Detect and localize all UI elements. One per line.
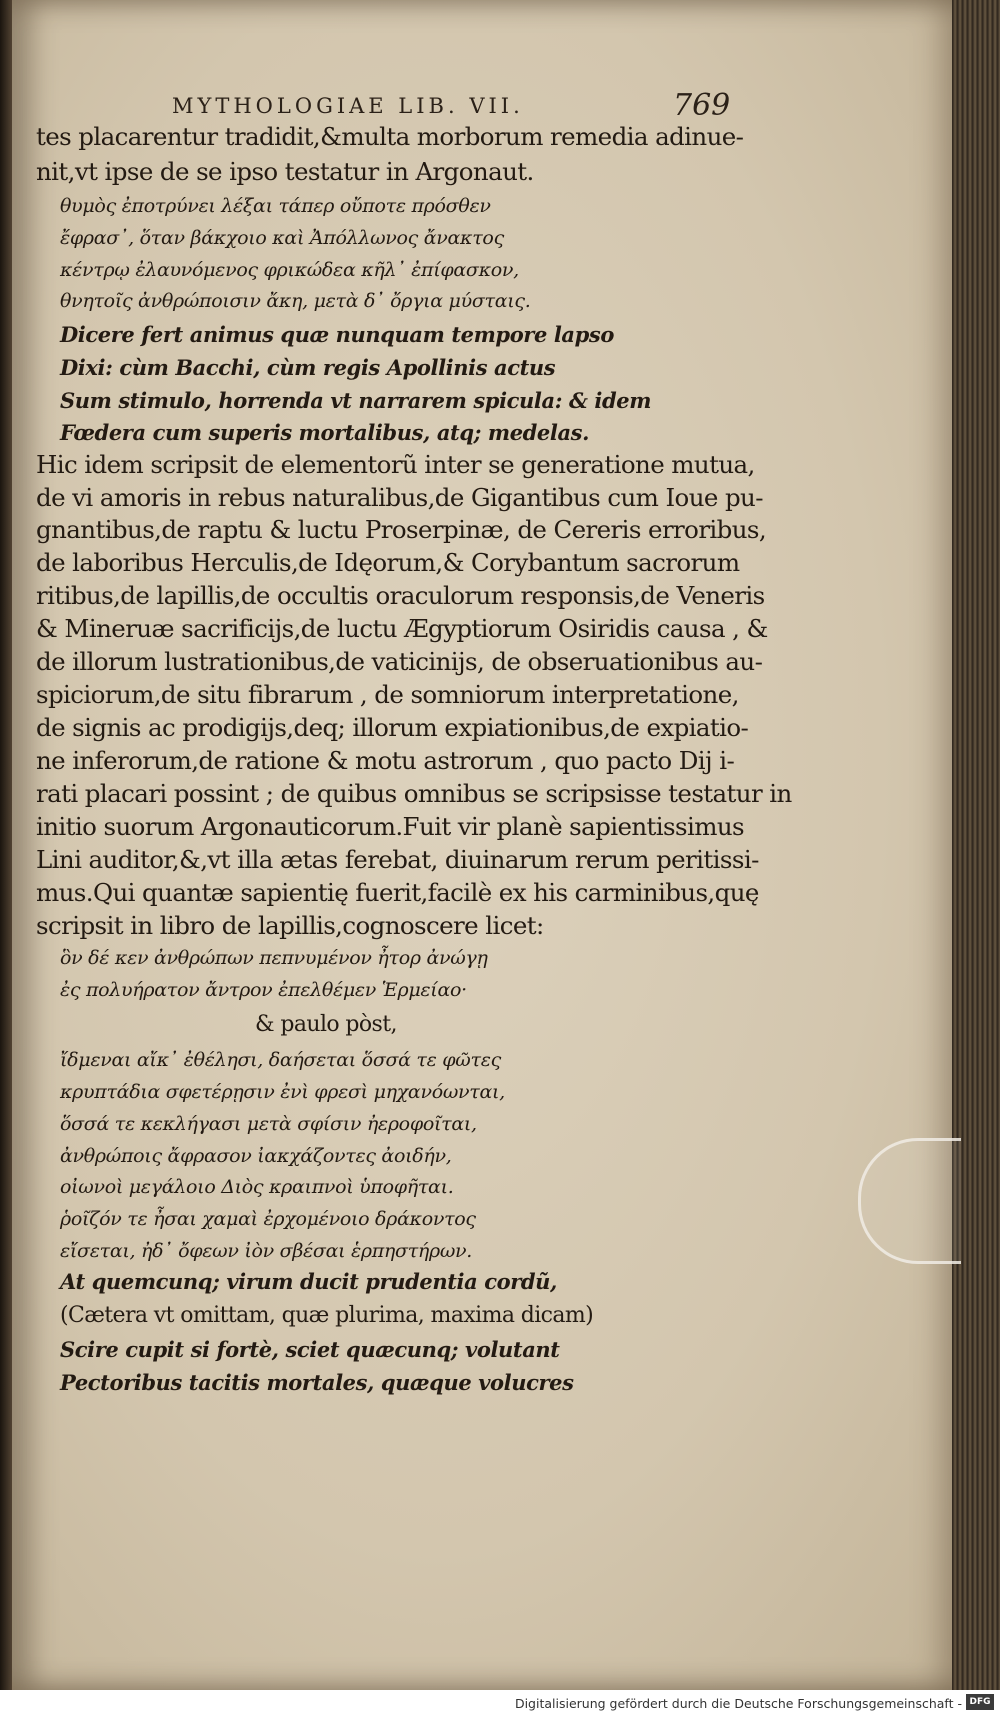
text-line: (Cætera vt omittam, quæ plurima, maxima dicam) [60,1303,594,1328]
greek-line: ῥοῖζόν τε ἦσαι χαμαὶ ἐρχομένοιο δράκοντος [60,1208,476,1230]
verse-line: Pectoribus tacitis mortales, quæque volucres [60,1370,574,1395]
text-line: spiciorum,de situ fibrarum , de somniorum interpretatione, [36,680,739,709]
text-line: de vi amoris in rebus naturalibus,de Gigantibus cum Ioue pu- [36,483,763,512]
greek-line: θυμὸς ἐποτρύνει λέξαι τάπερ οὔποτε πρόσθεν [60,195,491,217]
greek-line: οἰωνοὶ μεγάλοιο Διὸς κραιπνοὶ ὑποφῆται. [60,1176,454,1198]
verse-line: Dicere fert animus quæ nunquam tempore lapso [60,322,614,347]
book-edge-right [952,0,1000,1690]
text-line: scripsit in libro de lapillis,cognoscere licet: [36,911,544,940]
text-line: initio suorum Argonauticorum.Fuit vir planè sapientissimus [36,812,744,841]
text-line: rati placari possint ; de quibus omnibus se scripsisse testatur in [36,779,792,808]
text-line: ne inferorum,de ratione & motu astrorum , quo pacto Dij i- [36,746,735,775]
text-line: ritibus,de lapillis,de occultis oraculorum responsis,de Veneris [36,581,765,610]
greek-line: εἴσεται, ἠδ᾽ ὄφεων ἰὸν σβέσαι ἑρπηστήρων. [60,1240,473,1262]
footer-credit: Digitalisierung gefördert durch die Deutsche Forschungsgemeinschaft - [514,1696,962,1711]
text-line: Lini auditor,&,vt illa ætas ferebat, diuinarum rerum peritissi- [36,845,759,874]
verse-line: Dixi: cùm Bacchi, cùm regis Apollinis actus [60,355,556,380]
greek-line: κρυπτάδια σφετέρῃσιν ἐνὶ φρεσὶ μηχανόωνται, [60,1081,505,1103]
verse-line: Fœdera cum superis mortalibus, atq; medelas. [60,420,590,445]
page-clip [858,1138,961,1264]
text-line: tes placarentur tradidit,&multa morborum remedia adinue- [36,122,744,151]
greek-line: θνητοῖς ἀνθρώποισιν ἄκη, μετὰ δ᾽ ὄργια μύσταις. [60,290,531,312]
page-number: 769 [673,88,731,123]
greek-line: ἀνθρώποις ἄφρασον ἰακχάζοντες ἀοιδήν, [60,1145,452,1167]
greek-line: κέντρῳ ἐλαυνόμενος φρικώδεα κῆλ᾽ ἐπίφασκον, [60,259,519,281]
verse-line: At quemcunq; virum ducit prudentia cordũ, [60,1269,557,1294]
running-title: MYTHOLOGIAE LIB. VII. [172,94,524,118]
text-line: de signis ac prodigijs,deq; illorum expiationibus,de expiatio- [36,713,749,742]
greek-line: ἐς πολυήρατον ἄντρον ἐπελθέμεν Ἑρμείαο· [60,979,467,1001]
greek-line: ἔφρασ᾽, ὅταν βάκχοιο καὶ Ἀπόλλωνος ἄνακτος [60,227,504,249]
greek-line: ὃν δέ κεν ἀνθρώπων πεπνυμένον ἦτορ ἀνώγῃ [60,947,488,969]
greek-line: ἴδμεναι αἴκ᾽ ἐθέλησι, δαήσεται ὅσσά τε φῶτες [60,1049,501,1071]
dfg-logo: DFG [966,1694,994,1710]
greek-line: ὅσσά τε κεκλήγασι μετὰ σφίσιν ἠεροφοῖται, [60,1113,477,1135]
text-line: gnantibus,de raptu & luctu Proserpinæ, de Cereris erroribus, [36,515,767,544]
verse-line: Sum stimulo, horrenda vt narrarem spicula: & idem [60,388,652,413]
text-line: & paulo pòst, [255,1012,397,1037]
text-line: de laboribus Herculis,de Idęorum,& Corybantum sacrorum [36,548,740,577]
verse-line: Scire cupit si fortè, sciet quæcunq; volutant [60,1337,560,1362]
text-line: de illorum lustrationibus,de vaticinijs, de obseruationibus au- [36,647,763,676]
text-line: nit,vt ipse de se ipso testatur in Argonaut. [36,157,534,186]
text-line: mus.Qui quantæ sapientię fuerit,facilè ex his carminibus,quę [36,878,759,907]
text-line: Hic idem scripsit de elementorũ inter se generatione mutua, [36,450,755,479]
text-line: & Mineruæ sacrificijs,de luctu Ægyptiorum Osiridis causa , & [36,614,768,643]
